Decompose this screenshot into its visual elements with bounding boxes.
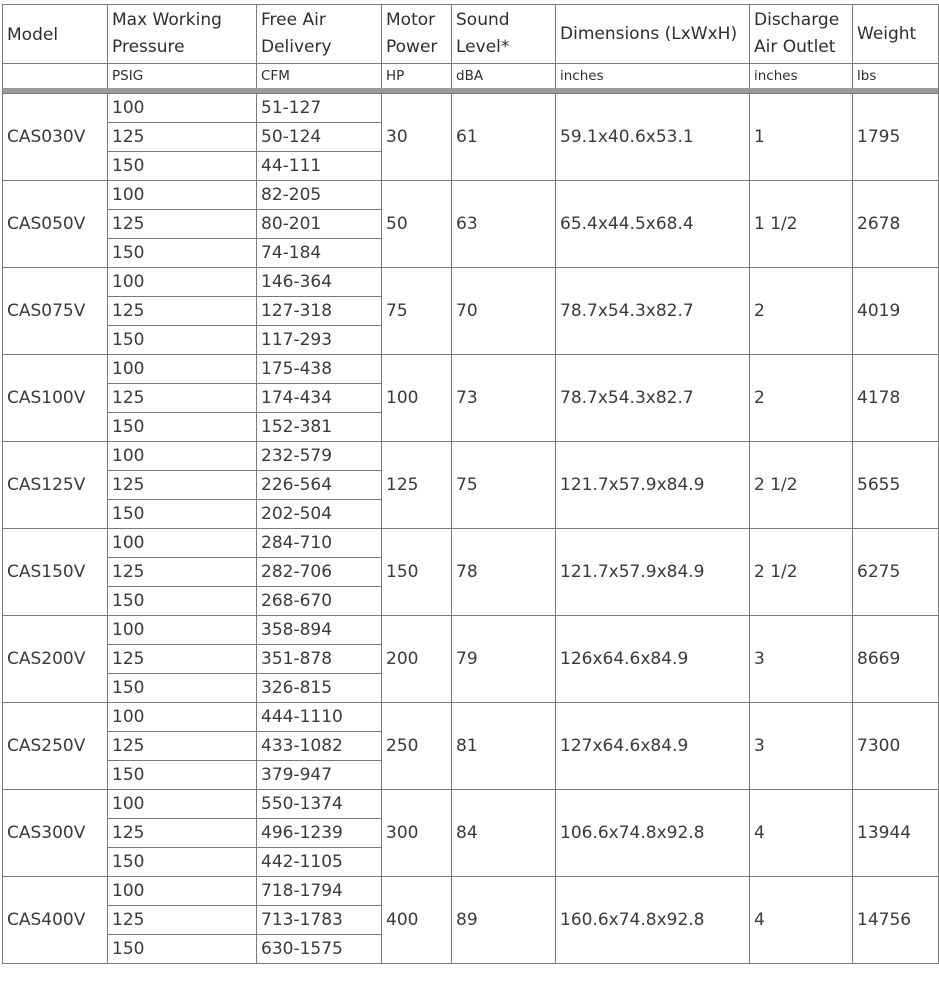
- table-row: [3, 94, 939, 123]
- delivery-cell: 713-1783: [257, 906, 382, 935]
- pressure-cell: 100: [108, 442, 257, 471]
- pressure-cell: 150: [108, 674, 257, 703]
- delivery-cell: 80-201: [257, 210, 382, 239]
- header-motor-power: Motor Power: [382, 5, 452, 64]
- model-cell: CAS150V: [3, 529, 108, 616]
- pressure-cell: 100: [108, 529, 257, 558]
- motor-power-cell: 125: [382, 442, 452, 529]
- dimensions-cell: 126x64.6x84.9: [556, 616, 750, 703]
- delivery-cell: 226-564: [257, 471, 382, 500]
- motor-power-cell: 200: [382, 616, 452, 703]
- pressure-cell: 150: [108, 761, 257, 790]
- pressure-cell: 125: [108, 558, 257, 587]
- delivery-cell: 351-878: [257, 645, 382, 674]
- pressure-cell: 125: [108, 123, 257, 152]
- weight-cell: 5655: [853, 442, 939, 529]
- weight-cell: 6275: [853, 529, 939, 616]
- unit-sound: dBA: [452, 64, 556, 89]
- motor-power-cell: 50: [382, 181, 452, 268]
- units-row: [3, 64, 939, 89]
- model-cell: CAS250V: [3, 703, 108, 790]
- model-cell: CAS200V: [3, 616, 108, 703]
- dimensions-cell: 78.7x54.3x82.7: [556, 355, 750, 442]
- weight-cell: 1795: [853, 94, 939, 181]
- weight-cell: 13944: [853, 790, 939, 877]
- delivery-cell: 152-381: [257, 413, 382, 442]
- sound-level-cell: 75: [452, 442, 556, 529]
- dimensions-cell: 59.1x40.6x53.1: [556, 94, 750, 181]
- pressure-cell: 125: [108, 384, 257, 413]
- dimensions-cell: 121.7x57.9x84.9: [556, 442, 750, 529]
- pressure-cell: 100: [108, 268, 257, 297]
- outlet-cell: 1: [750, 94, 853, 181]
- sound-level-cell: 63: [452, 181, 556, 268]
- table-row: [3, 703, 939, 732]
- motor-power-cell: 75: [382, 268, 452, 355]
- delivery-cell: 718-1794: [257, 877, 382, 906]
- dimensions-cell: 78.7x54.3x82.7: [556, 268, 750, 355]
- delivery-cell: 326-815: [257, 674, 382, 703]
- header-sound-level: Sound Level*: [452, 5, 556, 64]
- table-row: [3, 616, 939, 645]
- delivery-cell: 146-364: [257, 268, 382, 297]
- outlet-cell: 2: [750, 355, 853, 442]
- table-row: [3, 877, 939, 906]
- delivery-cell: 82-205: [257, 181, 382, 210]
- sound-level-cell: 70: [452, 268, 556, 355]
- unit-delivery: CFM: [257, 64, 382, 89]
- pressure-cell: 150: [108, 935, 257, 964]
- delivery-cell: 442-1105: [257, 848, 382, 877]
- pressure-cell: 150: [108, 326, 257, 355]
- delivery-cell: 282-706: [257, 558, 382, 587]
- pressure-cell: 150: [108, 587, 257, 616]
- dimensions-cell: 127x64.6x84.9: [556, 703, 750, 790]
- model-cell: CAS075V: [3, 268, 108, 355]
- pressure-cell: 100: [108, 181, 257, 210]
- pressure-cell: 150: [108, 500, 257, 529]
- header-free-air-delivery: Free Air Delivery: [257, 5, 382, 64]
- unit-model: [3, 64, 108, 89]
- pressure-cell: 100: [108, 877, 257, 906]
- table-row: [3, 790, 939, 819]
- delivery-cell: 630-1575: [257, 935, 382, 964]
- dimensions-cell: 160.6x74.8x92.8: [556, 877, 750, 964]
- table-row: [3, 442, 939, 471]
- pressure-cell: 125: [108, 819, 257, 848]
- delivery-cell: 50-124: [257, 123, 382, 152]
- pressure-cell: 100: [108, 790, 257, 819]
- model-cell: CAS030V: [3, 94, 108, 181]
- pressure-cell: 150: [108, 239, 257, 268]
- sound-level-cell: 89: [452, 877, 556, 964]
- model-cell: CAS050V: [3, 181, 108, 268]
- model-cell: CAS100V: [3, 355, 108, 442]
- delivery-cell: 284-710: [257, 529, 382, 558]
- delivery-cell: 74-184: [257, 239, 382, 268]
- delivery-cell: 496-1239: [257, 819, 382, 848]
- delivery-cell: 232-579: [257, 442, 382, 471]
- delivery-cell: 379-947: [257, 761, 382, 790]
- pressure-cell: 125: [108, 471, 257, 500]
- outlet-cell: 2 1/2: [750, 529, 853, 616]
- delivery-cell: 51-127: [257, 94, 382, 123]
- pressure-cell: 150: [108, 848, 257, 877]
- delivery-cell: 433-1082: [257, 732, 382, 761]
- model-cell: CAS300V: [3, 790, 108, 877]
- header-model: Model: [3, 5, 108, 64]
- weight-cell: 4178: [853, 355, 939, 442]
- unit-pressure: PSIG: [108, 64, 257, 89]
- outlet-cell: 3: [750, 703, 853, 790]
- table-row: [3, 268, 939, 297]
- pressure-cell: 150: [108, 413, 257, 442]
- pressure-cell: 125: [108, 297, 257, 326]
- table-row: [3, 355, 939, 384]
- delivery-cell: 268-670: [257, 587, 382, 616]
- pressure-cell: 100: [108, 355, 257, 384]
- outlet-cell: 2 1/2: [750, 442, 853, 529]
- header-max-working-pressure: Max Working Pressure: [108, 5, 257, 64]
- motor-power-cell: 300: [382, 790, 452, 877]
- delivery-cell: 444-1110: [257, 703, 382, 732]
- pressure-cell: 125: [108, 732, 257, 761]
- pressure-cell: 100: [108, 94, 257, 123]
- unit-power: HP: [382, 64, 452, 89]
- weight-cell: 2678: [853, 181, 939, 268]
- dimensions-cell: 106.6x74.8x92.8: [556, 790, 750, 877]
- motor-power-cell: 400: [382, 877, 452, 964]
- header-discharge-air-outlet: Discharge Air Outlet: [750, 5, 853, 64]
- delivery-cell: 202-504: [257, 500, 382, 529]
- weight-cell: 14756: [853, 877, 939, 964]
- delivery-cell: 174-434: [257, 384, 382, 413]
- delivery-cell: 550-1374: [257, 790, 382, 819]
- delivery-cell: 358-894: [257, 616, 382, 645]
- header-weight: Weight: [853, 5, 939, 64]
- model-cell: CAS400V: [3, 877, 108, 964]
- unit-outlet: inches: [750, 64, 853, 89]
- outlet-cell: 4: [750, 790, 853, 877]
- delivery-cell: 44-111: [257, 152, 382, 181]
- weight-cell: 4019: [853, 268, 939, 355]
- sound-level-cell: 73: [452, 355, 556, 442]
- motor-power-cell: 150: [382, 529, 452, 616]
- delivery-cell: 175-438: [257, 355, 382, 384]
- unit-weight: lbs: [853, 64, 939, 89]
- pressure-cell: 125: [108, 645, 257, 674]
- sound-level-cell: 84: [452, 790, 556, 877]
- pressure-cell: 100: [108, 616, 257, 645]
- specifications-table: [2, 4, 939, 964]
- model-cell: CAS125V: [3, 442, 108, 529]
- table-row: [3, 529, 939, 558]
- header-row: [3, 5, 939, 64]
- sound-level-cell: 61: [452, 94, 556, 181]
- outlet-cell: 3: [750, 616, 853, 703]
- pressure-cell: 125: [108, 906, 257, 935]
- table-row: [3, 181, 939, 210]
- dimensions-cell: 65.4x44.5x68.4: [556, 181, 750, 268]
- weight-cell: 7300: [853, 703, 939, 790]
- unit-dimensions: inches: [556, 64, 750, 89]
- dimensions-cell: 121.7x57.9x84.9: [556, 529, 750, 616]
- header-dimensions: Dimensions (LxWxH): [556, 5, 750, 64]
- delivery-cell: 127-318: [257, 297, 382, 326]
- pressure-cell: 150: [108, 152, 257, 181]
- weight-cell: 8669: [853, 616, 939, 703]
- sound-level-cell: 79: [452, 616, 556, 703]
- delivery-cell: 117-293: [257, 326, 382, 355]
- sound-level-cell: 78: [452, 529, 556, 616]
- motor-power-cell: 30: [382, 94, 452, 181]
- pressure-cell: 100: [108, 703, 257, 732]
- outlet-cell: 4: [750, 877, 853, 964]
- table-body: [3, 94, 939, 964]
- sound-level-cell: 81: [452, 703, 556, 790]
- motor-power-cell: 250: [382, 703, 452, 790]
- motor-power-cell: 100: [382, 355, 452, 442]
- outlet-cell: 2: [750, 268, 853, 355]
- pressure-cell: 125: [108, 210, 257, 239]
- outlet-cell: 1 1/2: [750, 181, 853, 268]
